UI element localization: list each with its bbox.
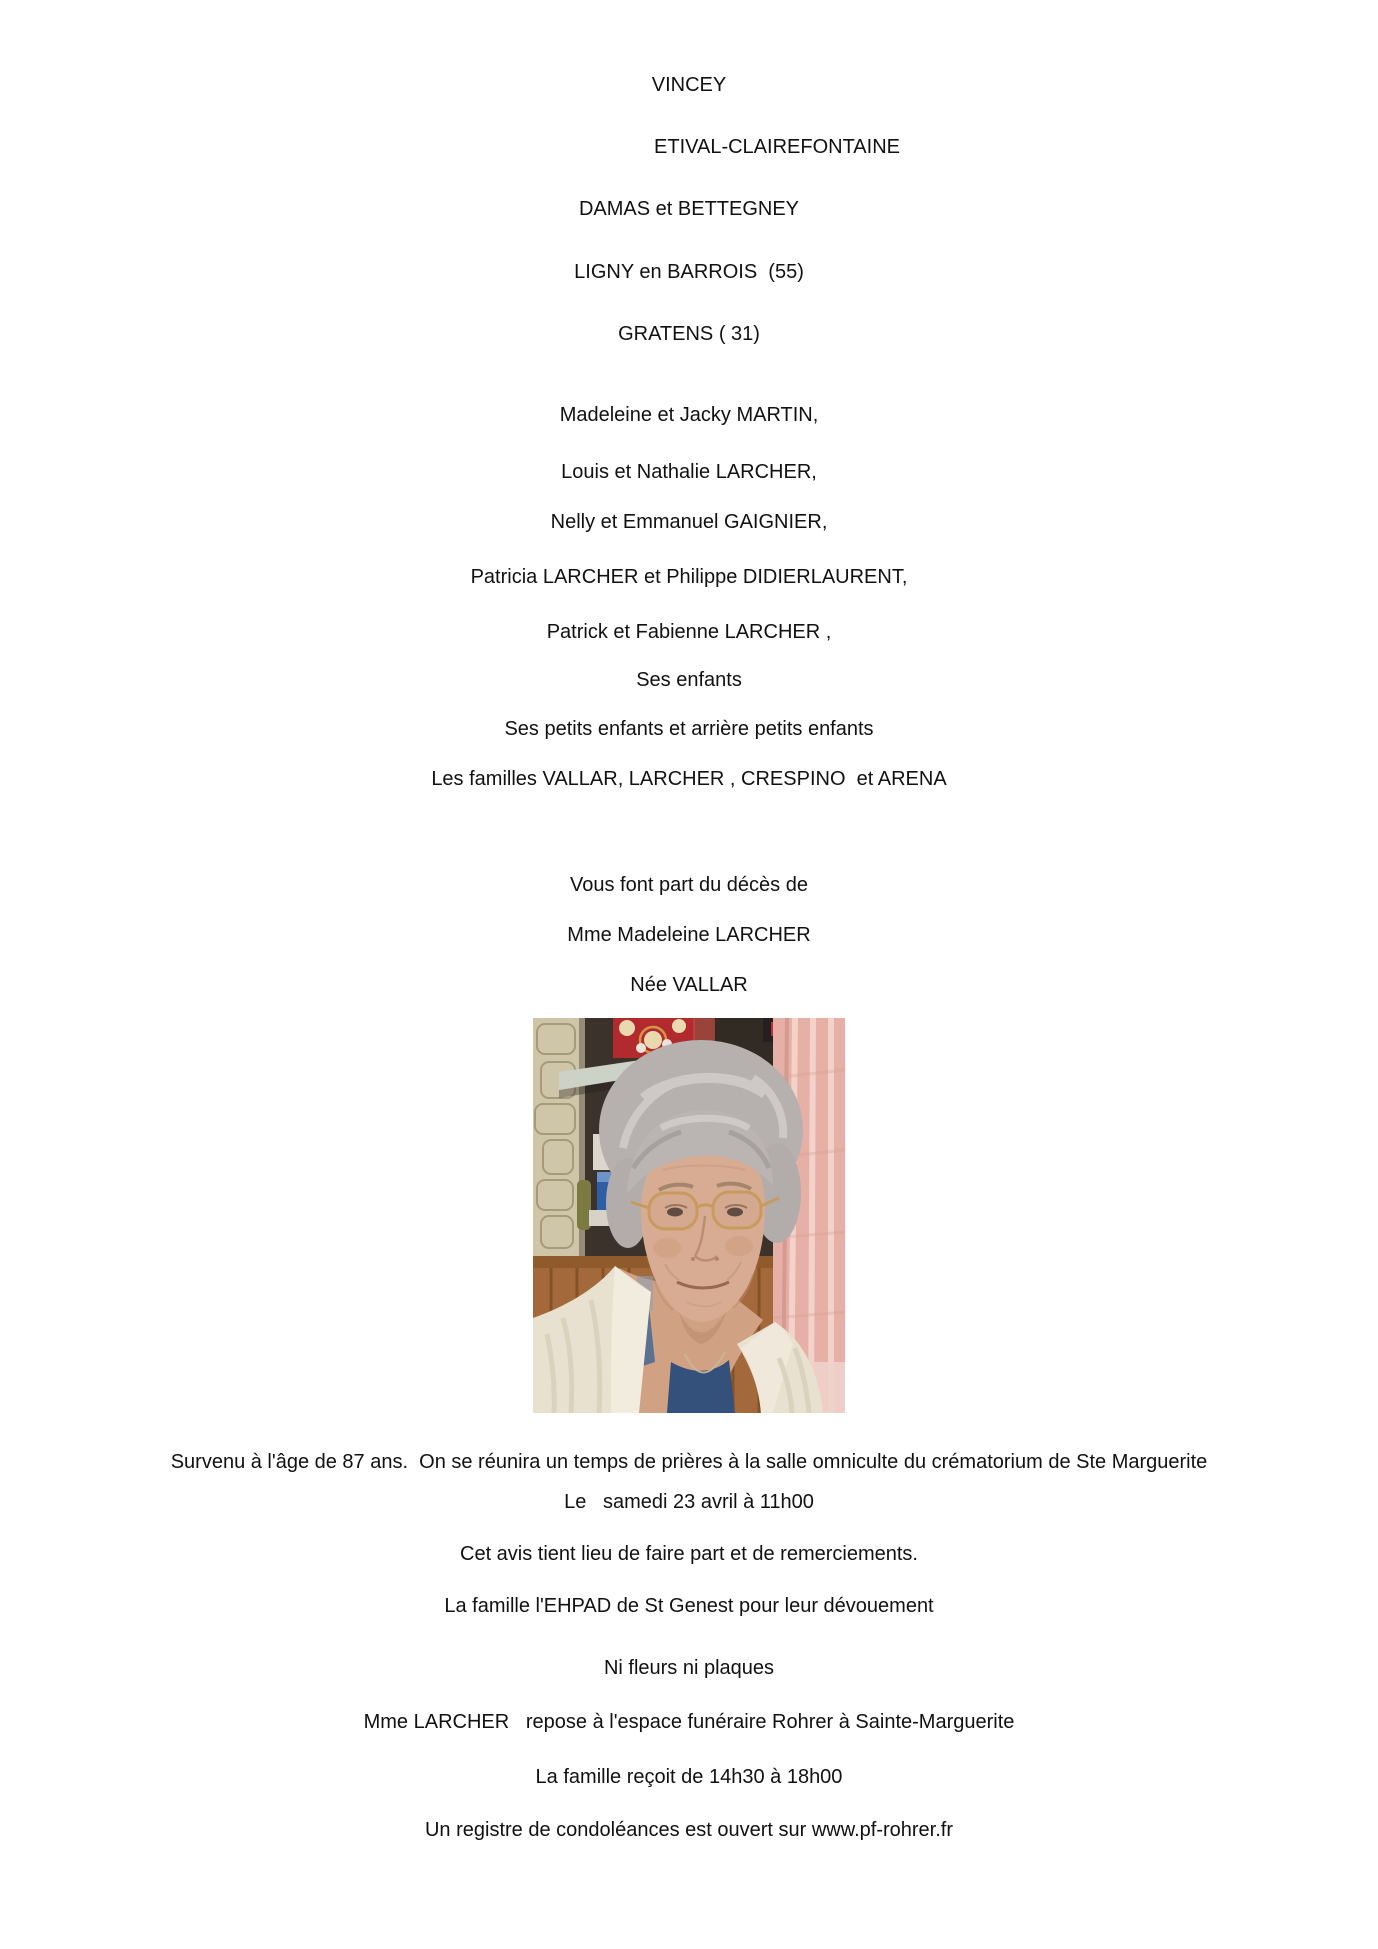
maiden-name-line: Née VALLAR bbox=[630, 974, 748, 996]
town-line: LIGNY en BARROIS (55) bbox=[574, 261, 804, 283]
ceremony-detail-line: Survenu à l'âge de 87 ans. On se réunira un temps de prières à la salle omniculte du crématorium de Ste Marguerite bbox=[170, 1451, 1208, 1473]
ceremony-date-line: Le samedi 23 avril à 11h00 bbox=[564, 1491, 814, 1513]
town-line: VINCEY bbox=[651, 74, 727, 96]
portrait-photo-illustration bbox=[533, 1018, 845, 1413]
town-line: DAMAS et BETTEGNEY bbox=[578, 198, 800, 220]
family-relation-line: Ses enfants bbox=[636, 669, 742, 691]
family-member-line: Madeleine et Jacky MARTIN, bbox=[559, 404, 819, 426]
town-line: GRATENS ( 31) bbox=[618, 323, 760, 345]
family-member-line: Louis et Nathalie LARCHER, bbox=[561, 461, 817, 483]
family-relation-line: Les familles VALLAR, LARCHER , CRESPINO et ARENA bbox=[431, 768, 947, 790]
no-flowers-line: Ni fleurs ni plaques bbox=[603, 1657, 775, 1679]
town-line: ETIVAL-CLAIREFONTAINE bbox=[654, 136, 900, 158]
visiting-hours-line: La famille reçoit de 14h30 à 18h00 bbox=[535, 1766, 843, 1788]
deceased-name-line: Mme Madeleine LARCHER bbox=[567, 924, 811, 946]
family-relation-line: Ses petits enfants et arrière petits enfants bbox=[504, 718, 874, 740]
notice-line: Cet avis tient lieu de faire part et de remerciements. bbox=[460, 1543, 918, 1565]
announcement-line: Vous font part du décès de bbox=[570, 874, 808, 896]
thanks-line: La famille l'EHPAD de St Genest pour leur dévouement bbox=[444, 1595, 934, 1617]
family-member-line: Patricia LARCHER et Philippe DIDIERLAURENT, bbox=[470, 566, 908, 588]
repose-location-line: Mme LARCHER repose à l'espace funéraire Rohrer à Sainte-Marguerite bbox=[363, 1711, 1015, 1733]
family-member-line: Patrick et Fabienne LARCHER , bbox=[546, 621, 832, 643]
portrait-photo bbox=[533, 1018, 845, 1413]
family-member-line: Nelly et Emmanuel GAIGNIER, bbox=[550, 511, 828, 533]
condolence-register-line: Un registre de condoléances est ouvert sur www.pf-rohrer.fr bbox=[424, 1819, 954, 1841]
